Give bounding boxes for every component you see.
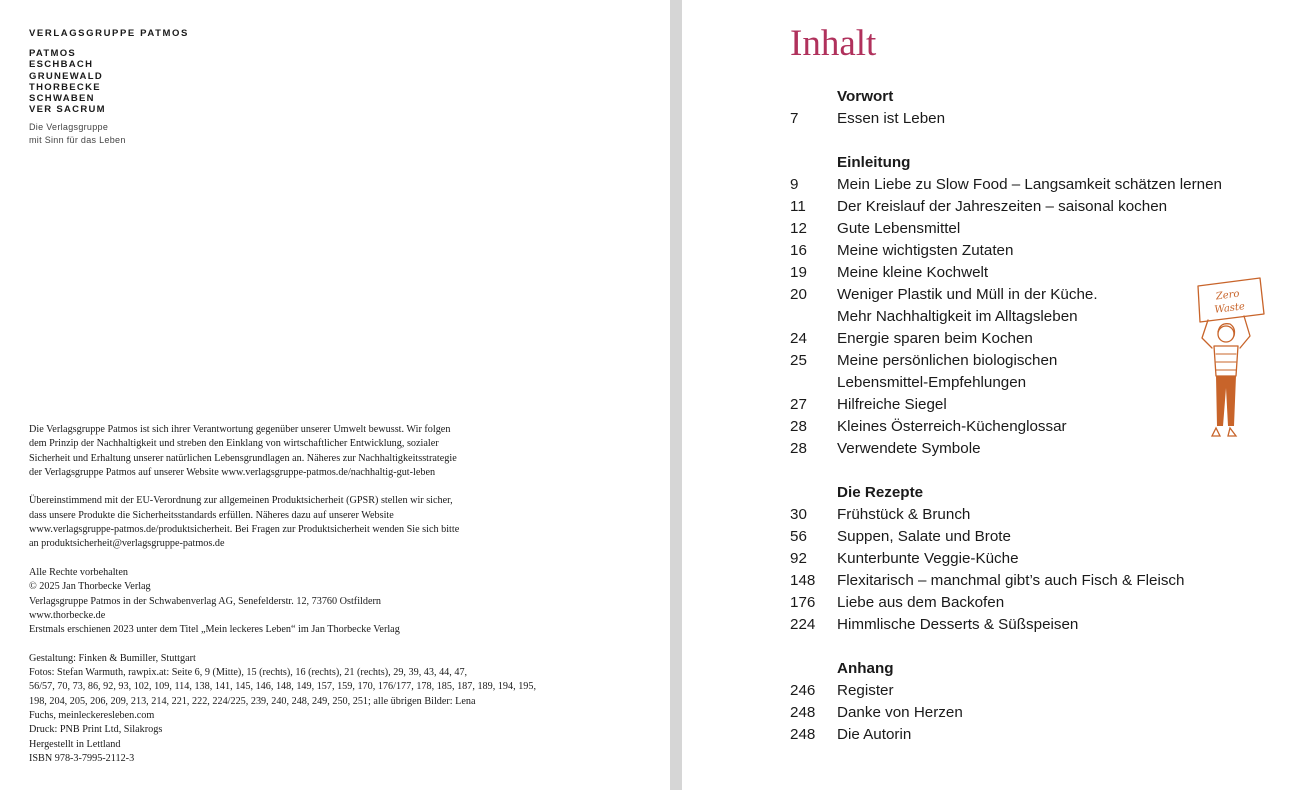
- toc-entry-title: Meine wichtigsten Zutaten: [837, 242, 1014, 259]
- toc-entry[interactable]: [790, 218, 1295, 240]
- left-shoe: [1212, 428, 1220, 436]
- toc-entry[interactable]: [790, 526, 1295, 548]
- sign-text-zero: Zero: [1215, 288, 1241, 303]
- toc-entry[interactable]: [790, 548, 1295, 570]
- toc-section-title: Einleitung: [837, 154, 911, 171]
- striped-shirt: [1214, 346, 1238, 376]
- toc-entry[interactable]: [790, 174, 1295, 196]
- publisher-title: VERLAGSGRUPPE PATMOS: [29, 28, 189, 39]
- toc-page-number: 11: [790, 198, 806, 215]
- publisher-block: [29, 28, 189, 147]
- imprint-name: SCHWABEN: [29, 93, 95, 105]
- page-gutter: [670, 0, 682, 790]
- toc-entry-title: Flexitarisch – manchmal gibt’s auch Fisch & Fleisch: [837, 572, 1185, 589]
- toc-page-number: 56: [790, 528, 807, 545]
- toc-entry-title: Liebe aus dem Backofen: [837, 594, 1005, 611]
- toc-entry-title: Mehr Nachhaltigkeit im Alltagsleben: [837, 308, 1078, 325]
- text-line: Übereinstimmend mit der EU-Verordnung zur allgemeinen Produktsicherheit (GPSR) stellen wir sicher,: [29, 495, 453, 507]
- toc-page-number: 224: [790, 616, 816, 633]
- toc-entry-title: Kleines Österreich-Küchenglossar: [837, 418, 1067, 435]
- text-line: Fuchs, meinleckeresleben.com: [29, 709, 155, 721]
- left-arm: [1202, 320, 1212, 348]
- text-line: Die Verlagsgruppe Patmos ist sich ihrer Verantwortung gegenüber unserer Umwelt bewusst. Wir folgen: [29, 424, 451, 435]
- toc-entry-title: Verwendete Symbole: [837, 440, 981, 457]
- head: [1218, 326, 1234, 342]
- toc-entry[interactable]: [790, 108, 1295, 130]
- sustainability-paragraph: [29, 423, 549, 480]
- right-arm: [1240, 316, 1250, 348]
- tagline-line: Die Verlagsgruppe: [29, 121, 109, 132]
- zero-waste-illustration: [1188, 276, 1268, 446]
- text-line: www.verlagsgruppe-patmos.de/produktsicherheit. Bei Fragen zur Produktsicherheit wenden Sie sich bitte: [29, 524, 460, 536]
- right-shoe: [1228, 428, 1236, 436]
- toc-entry[interactable]: [790, 614, 1295, 636]
- text-line: Sicherheit und Erhaltung unserer natürlichen Lebensgrundlagen an. Näheres zur Nachhaltigkeitsstrategie: [29, 452, 457, 464]
- toc-entry[interactable]: [790, 504, 1295, 526]
- text-line: dass unsere Produkte die Sicherheitsstandards erfüllen. Näheres dazu auf unserer Website: [29, 509, 394, 521]
- text-line: Verlagsgruppe Patmos in der Schwabenverlag AG, Senefelderstr. 12, 73760 Ostfildern: [29, 595, 381, 607]
- imprint-name: PATMOS: [29, 48, 77, 59]
- toc-entry-title: Weniger Plastik und Müll in der Küche.: [837, 286, 1098, 303]
- text-line: ISBN 978-3-7995-2112-3: [29, 752, 135, 764]
- toc-page-number: 27: [790, 396, 807, 413]
- toc-page-number: 28: [790, 418, 807, 435]
- toc-page-number: 176: [790, 594, 816, 611]
- toc-entry-title: Der Kreislauf der Jahreszeiten – saisonal kochen: [837, 198, 1168, 215]
- toc-page-number: 12: [790, 220, 807, 237]
- toc-entry-title: Kunterbunte Veggie-Küche: [837, 550, 1019, 567]
- toc-page-number: 92: [790, 550, 807, 567]
- toc-entry-title: Register: [837, 682, 894, 699]
- text-line: 56/57, 70, 73, 86, 92, 93, 102, 109, 114, 138, 141, 145, 146, 148, 149, 157, 159, 170, 176/177, 178, 185, 187, 189, 194, 195,: [29, 681, 537, 693]
- imprint-name: THORBECKE: [29, 81, 101, 93]
- credits-paragraph: [29, 652, 549, 766]
- shirt-stripes: [1216, 354, 1236, 370]
- toc-entry-title: Gute Lebensmittel: [837, 220, 961, 237]
- toc-entry-title: Suppen, Salate und Brote: [837, 528, 1011, 545]
- toc-entry-title: Hilfreiche Siegel: [837, 396, 947, 413]
- tagline-line: mit Sinn für das Leben: [29, 134, 126, 145]
- toc-page-number: 19: [790, 264, 807, 281]
- toc-entry-title: Himmlische Desserts & Süßspeisen: [837, 616, 1079, 633]
- gpsr-paragraph: [29, 494, 549, 551]
- toc-page-number: 28: [790, 440, 807, 457]
- toc-page-number: 9: [790, 176, 799, 193]
- text-line: Gestaltung: Finken & Bumiller, Stuttgart: [29, 652, 196, 664]
- toc-page-number: 24: [790, 330, 807, 347]
- toc-section-title: Vorwort: [837, 88, 894, 105]
- sign-text-waste: Waste: [1213, 301, 1246, 316]
- toc-section-title: Die Rezepte: [837, 484, 924, 501]
- toc-page-number: 248: [790, 704, 816, 721]
- toc-section-gap: [790, 460, 1295, 482]
- toc-entry-title: Mein Liebe zu Slow Food – Langsamkeit schätzen lernen: [837, 176, 1222, 193]
- rights-paragraph: [29, 566, 549, 637]
- toc-page-number: 7: [790, 110, 799, 127]
- toc-page-number: 30: [790, 506, 807, 523]
- imprint-name: VER SACRUM: [29, 104, 106, 116]
- text-line: Fotos: Stefan Warmuth, rawpix.at: Seite 6, 9 (Mitte), 15 (rechts), 16 (rechts), 21 (rechts), 29, 39, 43, 44, 47,: [29, 667, 468, 679]
- toc-entry-title: Frühstück & Brunch: [837, 506, 971, 523]
- toc-entry-title: Lebensmittel-Empfehlungen: [837, 374, 1027, 391]
- publisher-tagline: [29, 121, 189, 147]
- toc-entry[interactable]: [790, 724, 1295, 746]
- toc-entry-title: Meine persönlichen biologischen: [837, 352, 1058, 369]
- text-line: © 2025 Jan Thorbecke Verlag: [29, 581, 151, 593]
- trousers: [1216, 376, 1236, 426]
- text-line: Hergestellt in Lettland: [29, 738, 121, 750]
- toc-entry-title: Die Autorin: [837, 726, 912, 743]
- toc-entry[interactable]: [790, 570, 1295, 592]
- toc-page-number: 25: [790, 352, 807, 369]
- toc-section-gap: [790, 130, 1295, 152]
- toc-entry[interactable]: [790, 196, 1295, 218]
- toc-section-gap: [790, 636, 1295, 658]
- text-line: www.thorbecke.de: [29, 609, 106, 621]
- toc-page-number: 20: [790, 286, 807, 303]
- imprint-name: ESCHBACH: [29, 59, 94, 71]
- text-line: dem Prinzip der Nachhaltigkeit und streben den Einklang von wirtschaftlicher Entwicklung, sozialer: [29, 438, 439, 450]
- toc-page-number: 148: [790, 572, 816, 589]
- toc-entry-title: Danke von Herzen: [837, 704, 963, 721]
- text-line: an produktsicherheit@verlagsgruppe-patmos.de: [29, 538, 225, 550]
- text-line: der Verlagsgruppe Patmos auf unserer Website www.verlagsgruppe-patmos.de/nachhaltig-gut-leben: [29, 466, 436, 478]
- toc-entry[interactable]: [790, 592, 1295, 614]
- toc-entry[interactable]: [790, 702, 1295, 724]
- toc-entry[interactable]: [790, 240, 1295, 262]
- text-line: Erstmals erschienen 2023 unter dem Titel „Mein leckeres Leben“ im Jan Thorbecke Verlag: [29, 624, 400, 636]
- toc-entry-title: Essen ist Leben: [837, 110, 946, 127]
- toc-page-number: 246: [790, 682, 816, 699]
- text-line: 198, 204, 205, 206, 209, 213, 214, 221, 222, 224/225, 239, 240, 248, 249, 250, 251; alle übrigen Bilder: Lena: [29, 695, 476, 707]
- toc-entry[interactable]: [790, 680, 1295, 702]
- toc-section-title: Anhang: [837, 660, 894, 677]
- toc-page-number: 16: [790, 242, 807, 259]
- toc-entry-title: Meine kleine Kochwelt: [837, 264, 989, 281]
- toc-page-number: 248: [790, 726, 816, 743]
- colophon: [29, 423, 549, 766]
- toc-page-number: [790, 306, 837, 328]
- toc-title: Inhalt: [790, 23, 877, 64]
- text-line: Druck: PNB Print Ltd, Silakrogs: [29, 724, 163, 736]
- imprint-name: GRUNEWALD: [29, 70, 103, 82]
- toc-entry-title: Energie sparen beim Kochen: [837, 330, 1033, 347]
- toc-page-number: [790, 372, 837, 394]
- text-line: Alle Rechte vorbehalten: [29, 566, 129, 578]
